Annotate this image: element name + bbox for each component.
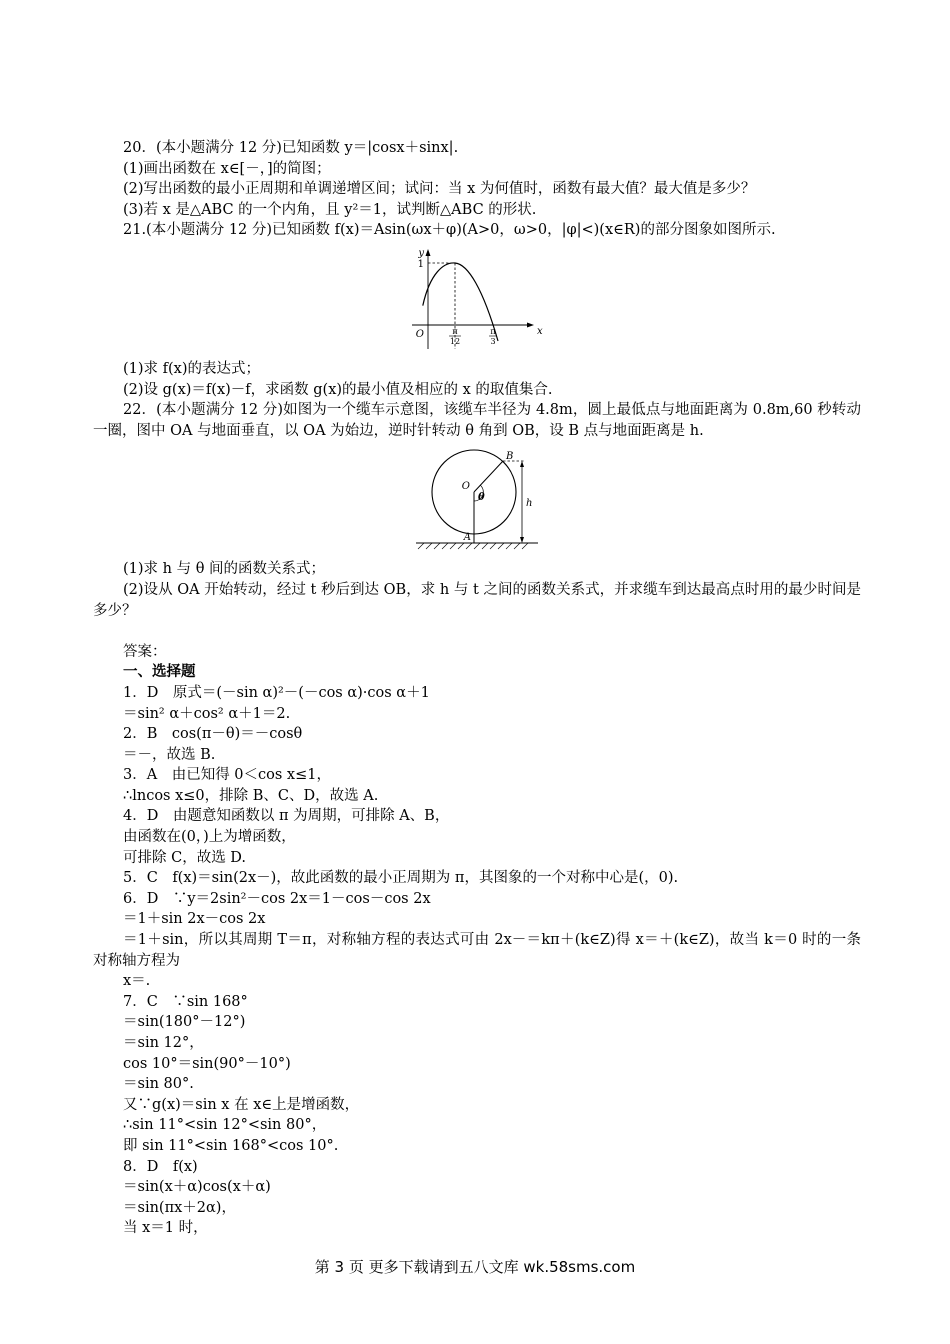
label-O: O — [461, 481, 470, 493]
tick1-numerator: π — [452, 326, 458, 336]
answer-line: 6．D ∵y＝2sin²－cos 2x＝1－cos－cos 2x — [123, 890, 431, 907]
q20-part2: (2)写出函数的最小正周期和单调递增区间；试问：当 x 为何值时，函数有最大值？最大值是多少？ — [123, 181, 756, 198]
q21-part1: (1)求 f(x)的表达式； — [123, 360, 261, 377]
origin-label: O — [415, 328, 424, 340]
q22-part2: (2)设从 OA 开始转动，经过 t 秒后到达 OB，求 h 与 t 之间的函数关系式，并求缆车到达最高点时用的最少时间是多少？ — [93, 581, 861, 619]
x-axis-label: x — [537, 325, 543, 337]
tick2-numerator: π — [490, 326, 496, 336]
answers-section-title: 一、选择题 — [123, 663, 196, 681]
answer-line: ＝－，故选 B. — [123, 746, 216, 763]
q22-stem: 22．(本小题满分 12 分)如图为一个缆车示意图，该缆车半径为 4.8m，圆上最低点与地面距离为 0.8m,60 秒转动一圈，图中 OA 与地面垂直，以 OA 为始边，逆时针转动 θ 角到 OB，设 B 点与地面距离是 h. — [93, 402, 861, 439]
answer-line: ＝sin(x＋α)cos(x＋α) — [123, 1179, 271, 1196]
tick2-denominator: 3 — [490, 336, 496, 346]
q20-stem: 20．(本小题满分 12 分)已知函数 y＝|cosx＋sinx|. — [123, 140, 459, 156]
q21-part2: (2)设 g(x)＝f(x)－f，求函数 g(x)的最小值及相应的 x 的取值集合. — [123, 381, 553, 398]
answer-line: ∴lncos x≤0，排除 B、C、D，故选 A. — [123, 787, 379, 804]
answer-line: 又∵g(x)＝sin x 在 x∈上是增函数， — [123, 1096, 360, 1113]
answer-line: ＝sin(πx＋2α)， — [123, 1199, 236, 1216]
answers-heading: 答案： — [123, 643, 167, 660]
answer-line: ＝sin² α＋cos² α＋1＝2. — [123, 705, 291, 722]
answer-line: 4．D 由题意知函数以 π 为周期，可排除 A、B， — [123, 808, 450, 825]
tick1-denominator: 12 — [449, 336, 461, 346]
answer-line: cos 10°＝sin(90°－10°) — [123, 1055, 291, 1072]
answer-line: ＝sin(180°－12°) — [123, 1014, 246, 1031]
answer-long-line: ＝1＋sin，所以其周期 T＝π，对称轴方程的表达式可由 2x－＝kπ＋(k∈Z)得 x＝＋(k∈Z)，故当 k＝0 时的一条对称轴方程为 — [93, 932, 861, 969]
answer-line: x＝. — [123, 973, 151, 990]
answer-line: ∴sin 11°<sin 12°<sin 80°， — [123, 1117, 327, 1134]
sine-graph — [412, 245, 542, 353]
answer-line: ＝sin 80°. — [123, 1076, 194, 1093]
answer-line: 3．A 由已知得 0＜cos x≤1， — [123, 767, 331, 784]
answer-line: 8．D f(x) — [123, 1158, 198, 1175]
page-footer: 第 3 页 更多下载请到五八文库 wk.58sms.com — [314, 1258, 636, 1276]
answer-line: ＝sin 12°， — [123, 1035, 204, 1051]
q20-part1: (1)画出函数在 x∈[－，]的简图； — [123, 160, 331, 177]
sine-curve — [423, 263, 498, 341]
q22-figure — [93, 445, 861, 553]
label-B: B — [506, 451, 514, 463]
segment-OB — [474, 461, 503, 492]
q21-stem: 21.(本小题满分 12 分)已知函数 f(x)＝Asin(ωx＋φ)(A>0，ω>0，|φ|<)(x∈R)的部分图象如图所示. — [123, 222, 776, 239]
label-A: A — [463, 532, 471, 544]
label-theta: θ — [478, 492, 485, 504]
label-h: h — [526, 498, 533, 510]
answer-line: 2．B cos(π－θ)＝－cosθ — [123, 726, 303, 743]
answer-line: 7．C ∵sin 168° — [123, 993, 248, 1010]
answer-line: 可排除 C，故选 D. — [123, 849, 247, 866]
height-arrow-down — [520, 537, 524, 543]
max-value-label: 1 — [417, 258, 424, 270]
answer-line: ＝1＋sin 2x－cos 2x — [123, 911, 266, 928]
ground-hatching — [418, 543, 528, 549]
page-content — [93, 138, 861, 1239]
cable-car-diagram — [412, 445, 542, 553]
answer-line: 由函数在(0，)上为增函数， — [123, 829, 296, 846]
answer-line: 1．D 原式＝(－sin α)²－(－cos α)·cos α＋1 — [123, 684, 430, 701]
answer-line: 5．C f(x)＝sin(2x－)，故此函数的最小正周期为 π，其图象的一个对称中心是(，0). — [123, 870, 679, 887]
y-axis-label: y — [418, 247, 424, 259]
x-axis-arrow — [527, 322, 534, 327]
y-axis-arrow — [426, 249, 431, 256]
q22-part1: (1)求 h 与 θ 间的函数关系式； — [123, 561, 326, 578]
answer-line: 当 x＝1 时， — [123, 1220, 208, 1237]
answer-line: 即 sin 11°<sin 168°<cos 10°. — [123, 1137, 339, 1154]
q20-part3: (3)若 x 是△ABC 的一个内角，且 y²＝1，试判断△ABC 的形状. — [123, 201, 537, 218]
height-arrow-up — [520, 461, 524, 467]
q21-figure — [93, 245, 861, 353]
